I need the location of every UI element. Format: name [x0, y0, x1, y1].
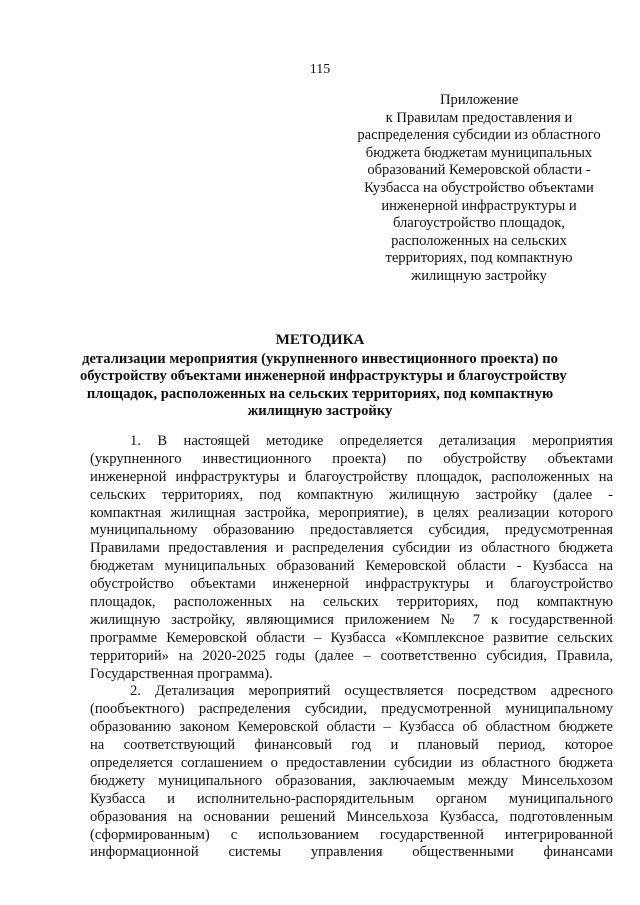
text-line: Кузбасса и исполнительно-распорядительным органом муниципального — [90, 790, 613, 807]
text-line: программе Кемеровской области – Кузбасса «Комплексное развитие сельских — [90, 629, 613, 646]
appendix-line: образований Кемеровской области - — [367, 162, 591, 179]
appendix-line: к Правилам предоставления и — [385, 109, 573, 126]
page-number: 115 — [309, 62, 331, 77]
document-subtitle-line: площадок, расположенных на сельских территориях, под компактную — [86, 385, 554, 402]
text-line: (пообъектного) распределения субсидии, предусмотренной муниципальному — [90, 701, 613, 718]
paragraph-1 — [90, 433, 613, 683]
document-title: МЕТОДИКА — [275, 332, 365, 348]
text-line: образованию законом Кемеровской области – Кузбасса об областном бюджете — [90, 719, 613, 736]
appendix-line: инженерной инфраструктуры и — [381, 197, 577, 214]
text-line: (укрупненного инвестиционного проекта) по обустройству объектами — [90, 450, 613, 467]
text-line: муниципальному образованию предоставляется субсидия, предусмотренная — [90, 522, 613, 539]
appendix-line: расположенных на сельских — [391, 232, 567, 249]
appendix-title: Приложение — [440, 92, 519, 108]
appendix-line: жилищную застройку — [411, 267, 547, 284]
paragraph-2 — [90, 683, 613, 862]
text-line: на соответствующий финансовый год и плановый период, которое — [90, 737, 613, 754]
text-line: бюджету муниципального образования, заключаемым между Минсельхозом — [90, 772, 613, 789]
appendix-block — [344, 92, 614, 286]
document-title-block — [80, 332, 567, 421]
text-line: информационной системы управления общественными финансами — [90, 844, 613, 861]
document-subtitle-line: детализации мероприятия (укрупненного инвестиционного проекта) по — [82, 350, 558, 367]
text-line: Государственная программа). — [90, 665, 273, 682]
text-line: бюджетам муниципальных образований Кемеровской области - Кузбасса на — [90, 558, 613, 575]
text-line: сельских территориях, под компактную жилищную застройку (далее - — [90, 486, 613, 503]
text-line: компактная жилищная застройка, мероприятие), в целях реализации которого — [90, 504, 613, 521]
appendix-line: благоустройство площадок, — [392, 215, 566, 232]
body-text — [90, 433, 613, 862]
text-line: (сформированным) с использованием государственной интегрированной — [90, 826, 613, 843]
appendix-line: территориях, под компактную — [385, 250, 573, 267]
text-line: площадок, расположенных на сельских территориях, под компактную — [90, 594, 613, 611]
text-line: определяется соглашением о предоставлении субсидии из областного бюджета — [90, 755, 613, 772]
text-line: территорий» на 2020-2025 годы (далее – соответственно субсидия, Правила, — [90, 647, 613, 664]
text-line: обустройство объектами инженерной инфраструктуры и благоустройство — [90, 576, 613, 593]
text-line: 1. В настоящей методике определяется детализация мероприятия — [130, 433, 613, 449]
text-line: инженерной инфраструктуры и благоустройству площадок, расположенных на — [90, 468, 613, 485]
text-line: Правилами предоставления и распределения субсидии из областного бюджета — [90, 540, 613, 557]
document-subtitle-line: жилищную застройку — [247, 403, 393, 419]
appendix-line: Кузбасса на обустройство объектами — [364, 179, 594, 196]
appendix-line: распределения субсидии из областного — [357, 127, 601, 144]
document-subtitle-line: обустройству объектами инженерной инфраструктуры и благоустройству — [80, 368, 567, 384]
appendix-line: бюджета бюджетам муниципальных — [365, 144, 593, 161]
text-line: 2. Детализация мероприятий осуществляется посредством адресного — [130, 683, 613, 700]
text-line: образования на основании решений Минсельхоза Кузбасса, подготовленным — [90, 808, 613, 825]
text-line: жилищную застройку, являющимися приложением № 7 к государственной — [90, 611, 613, 628]
